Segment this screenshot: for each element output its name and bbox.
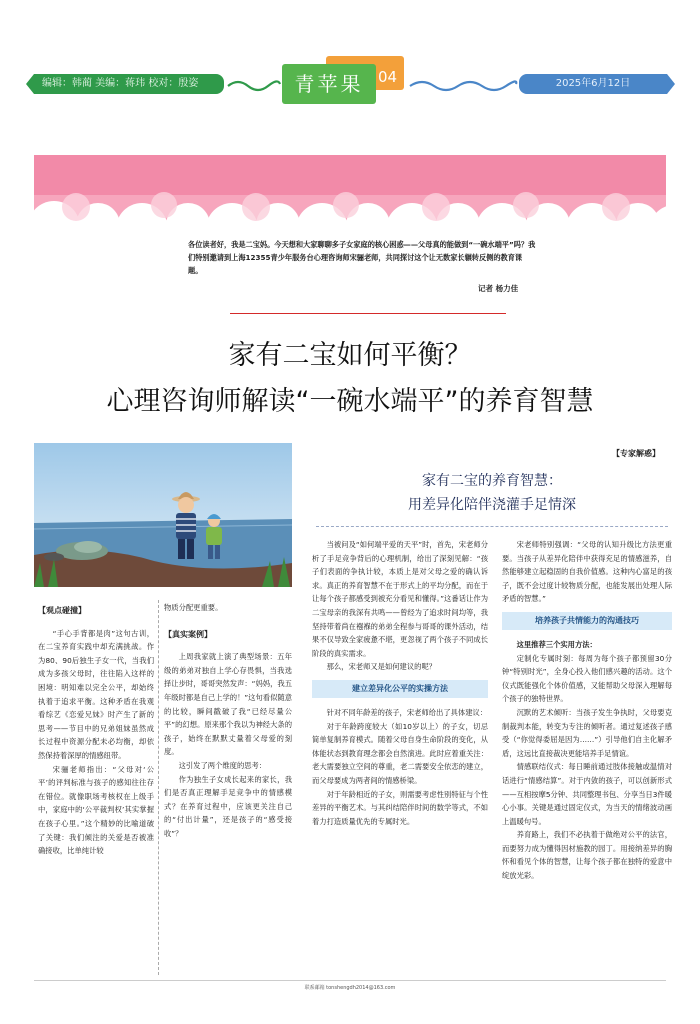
green-wave-decoration <box>226 78 282 92</box>
expert-subtitle-2: 用差异化陪伴浇灌手足情深 <box>408 497 576 513</box>
case-column <box>164 601 292 841</box>
blue-wave-decoration <box>408 78 518 92</box>
reporter-byline: 记者 杨力佳 <box>478 284 519 293</box>
left-box-column-separator <box>158 600 159 975</box>
middle-paragraph-3: 针对不同年龄差的孩子，宋老师给出了具体建议： <box>326 707 488 717</box>
page-number: 04 <box>378 68 398 86</box>
headline-line1: 家有二宝如何平衡？ <box>228 340 472 371</box>
footer-email: 联系邮箱 tonshengdh2014@163.com <box>304 985 396 991</box>
headline-line2: 心理咨询师解读“一碗水端平”的养育智慧 <box>106 386 594 417</box>
subtitle-dashed-line <box>316 526 668 527</box>
header-date-bar <box>519 74 667 94</box>
red-divider <box>230 313 506 314</box>
right-paragraph-3: 定制化专属时刻：每周为每个孩子都预留30分钟“特别时光”，全身心投入他们感兴趣的活动。这个仪式既能强化个体价值感，又能帮助父母深入理解每个孩子的独特世界。 <box>502 653 672 704</box>
viewpoint-heading: 【观点碰撞】 <box>38 606 86 615</box>
case-paragraph-1: 上周我家就上演了典型场景：五年级的弟弟对独自上学心存畏惧，当我选择让步时，哥哥突然发声：“妈妈，我五年级时都是自己上学的！”这句看似随意的比较，瞬间戳破了我“已经尽量公平”的幻想。原来那个我以为神经大条的孩子，始终在默默丈量着父母爱的刻度。 <box>164 652 292 757</box>
intro-paragraph: 各位读者好，我是二宝妈。今天想和大家聊聊多子女家庭的核心困惑——父母真的能做到“一碗水端平”吗？我们特别邀请到上海12355青少年服务台心理咨询师宋骊老师，共同探讨这个让无数家长辗转反侧的教育课题。 <box>188 240 536 275</box>
middle-paragraph-2: 那么，宋老师又是如何建议的呢？ <box>326 662 437 672</box>
viewpoint-paragraph-1: “手心手背都是肉”这句古训，在二宝养育实践中却充满挑战。作为80、90后独生子女一代，当我们成为多孩父母时，往往陷入这样的困境：明知难以完全公平，却始终执着于追求平衡。这种矛盾在我观看综艺《恋爱兄妹》时产生了新的思考——节目中的兄弟姐妹虽然成长过程中资源分配未必均衡，却依然保持着深厚的情感纽带。 <box>38 628 154 760</box>
right-paragraph-1: 宋老师特别强调：“父母的认知升级比方法更重要。当孩子从差异化陪伴中获得充足的情感滋养，自然能够建立起稳固的自我价值感。这种内心富足的孩子，既不会过度计较物质分配，也能发展出处理人际矛盾的智慧。” <box>502 540 672 604</box>
empathy-section-chip: 培养孩子共情能力的沟通技巧 <box>502 612 672 630</box>
case-paragraph-3: 作为独生子女成长起来的家长，我们是否真正理解手足竞争中的情感模式？在养育过程中，应该更关注自己的“付出计量”，还是孩子的“感受接收”？ <box>164 774 292 838</box>
right-paragraph-6: 养育路上，我们不必执着于做绝对公平的法官，而要努力成为懂得因材施教的园丁。用接纳差异的胸怀和看见个体的智慧，让每个孩子都在独特的爱意中绽放光彩。 <box>502 830 672 881</box>
viewpoint-column <box>38 601 154 858</box>
expert-subtitle-1: 家有二宝的养育智慧： <box>422 473 562 489</box>
case-paragraph-2: 这引发了两个维度的思考： <box>178 760 267 770</box>
footer-rule <box>34 980 666 981</box>
expert-tag: 【专家解惑】 <box>612 449 660 458</box>
header-date: 2025年6月12日 <box>555 78 631 89</box>
viewpoint-paragraph-2: 宋骊老师指出：“父母对‘公平’的评判标准与孩子的感知往往存在错位。就像职场考核权在上级手中，家庭中的‘公平裁判权’其实掌握在孩子心里。”这个精妙的比喻道破了关键：我们倾注的关爱是否被准确接收，比单纯计较 <box>38 764 154 856</box>
case-continued-text: 物质分配更重要。 <box>164 603 223 612</box>
middle-column <box>312 538 488 828</box>
header-editor-bar <box>34 74 224 94</box>
section-name: 青苹果 <box>294 72 364 96</box>
right-column <box>502 538 672 883</box>
middle-paragraph-5: 对于年龄相近的子女，则需要考虑性别特征与个性差异的平衡艺术。与其纠结陪伴时间的数学等式，不如着力打造质量优先的专属时光。 <box>312 789 488 826</box>
middle-paragraph-4: 对于年龄跨度较大（如10岁以上）的子女，切忌简单复制养育模式。随着父母自身生命阶段的变化，从体能状态到教育理念都会自然演进。此时应着重关注：老大需要独立空间的尊重，老二需要安全依恋的建立，而父母要成为两者间的情感桥梁。 <box>312 721 488 785</box>
middle-paragraph-1: 当被问及“如何端平爱的天平”时，首先，宋老师分析了手足竞争背后的心理机制，给出了深刻见解：“孩子们表面的争执计较，本质上是对父母之爱的确认诉求。真正的养育智慧不在于形式上的平均分配，而在于让每个孩子都感受到被充分看见和懂得。”这番话让作为二宝母亲的我深有共鸣——曾经为了追求时间均等，我坚持带着尚在襁褓的弟弟全程参与哥哥的课外活动，结果不仅导致全家疲惫不堪，更忽视了两个孩子不同成长阶段的真实需求。 <box>312 540 488 658</box>
brothers-seaside-illustration <box>34 443 292 587</box>
header-editor-text: 编辑：韩蔺 美编：蒋玮 校对：殷姿 <box>42 78 199 89</box>
right-paragraph-5: 情感联结仪式：每日睡前通过肢体接触或温情对话进行“情感结算”。对于内敛的孩子，可以创新形式——互相按摩5分钟、共同整理书包、分享当日3件暖心小事。关键是通过固定仪式，为当天的情绪波动画上温暖句号。 <box>502 762 672 826</box>
section-name-block <box>282 64 376 104</box>
right-paragraph-2: 这里推荐三个实用方法： <box>516 639 597 649</box>
case-heading: 【真实案例】 <box>164 629 212 639</box>
pink-scalloped-banner <box>34 155 666 225</box>
method-section-chip: 建立差异化公平的实操方法 <box>312 680 488 698</box>
right-paragraph-4: 沉默的艺术倾听：当孩子发生争执时，父母要克制裁判本能，转变为专注的倾听者。通过复述孩子感受（“你觉得委屈是因为……”）引导他们自主化解矛盾，这远比直接裁决更能培养手足情谊。 <box>502 707 672 758</box>
